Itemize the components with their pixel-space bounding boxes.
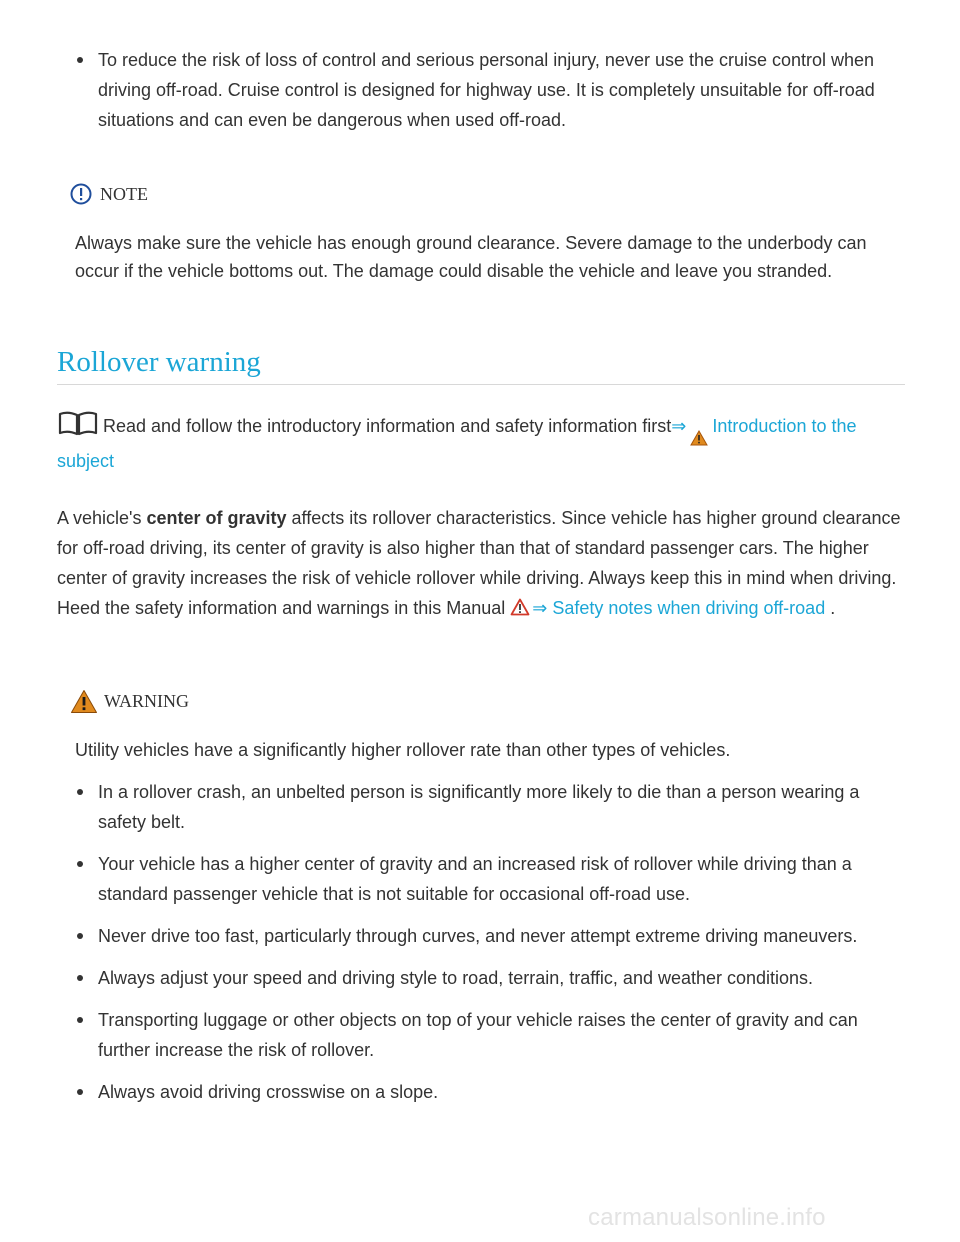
section-divider — [57, 384, 905, 385]
warning-intro-text: Utility vehicles have a significantly higher rollover rate than other types of vehicles. — [75, 740, 731, 760]
introduction-link[interactable]: Introduction to the subject — [57, 416, 857, 471]
note-callout-header — [70, 177, 148, 211]
list-item-text: In a rollover crash, an unbelted person is significantly more likely to die than a person wearing a safety belt. — [98, 782, 860, 832]
list-item — [98, 45, 888, 135]
list-item-text: Transporting luggage or other objects on top of your vehicle raises the center of gravity and can further increase the risk of rollover. — [98, 1010, 858, 1060]
bullet-dot — [77, 933, 83, 939]
list-item — [98, 1005, 898, 1065]
list-item-text: Your vehicle has a higher center of gravity and an increased risk of rollover while driving than a standard passenger vehicle that is not suitable for occasional off-road use. — [98, 854, 852, 904]
list-item-text: Never drive too fast, particularly through curves, and never attempt extreme driving maneuvers. — [98, 926, 858, 946]
list-item-text: Always avoid driving crosswise on a slope. — [98, 1082, 439, 1102]
cog-text-end: . — [825, 598, 836, 618]
warning-outline-triangle-icon — [510, 598, 530, 616]
watermark: carmanualsonline.info — [588, 1204, 826, 1231]
note-label: NOTE — [100, 183, 148, 204]
cog-text-post: affects its rollover characteristics. Since vehicle has higher ground clearance for off-road driving, its center of gravity is also higher than that of standard passenger cars. The higher center of gravity increases the risk of vehicle rollover while driving. Always keep this in mind when driving. Heed the safety information and warnings in this Manual — [57, 508, 901, 618]
bullet-dot — [77, 1089, 83, 1095]
intro-paragraph — [57, 410, 907, 477]
list-item — [98, 921, 898, 951]
bullet-dot — [77, 861, 83, 867]
warning-triangle-icon — [70, 689, 98, 714]
top-bullet-list — [98, 45, 888, 135]
intro-arrow: ⇒ — [671, 416, 687, 436]
cog-bold-term: center of gravity — [146, 508, 287, 528]
bullet-dot — [77, 975, 83, 981]
list-item-text: Always adjust your speed and driving style to road, terrain, traffic, and weather conditions. — [98, 968, 814, 988]
open-book-icon — [57, 410, 99, 436]
warning-triangle-icon — [690, 430, 708, 446]
center-of-gravity-paragraph — [57, 503, 917, 623]
list-item — [98, 777, 898, 837]
warning-label: WARNING — [104, 690, 189, 711]
note-text: Always make sure the vehicle has enough ground clearance. Severe damage to the underbody can occur if the vehicle bottoms out. The damage could disable the vehicle and leave you stranded. — [75, 233, 867, 281]
bullet-dot — [77, 1017, 83, 1023]
section-title: Rollover warning — [57, 346, 261, 378]
list-item — [98, 963, 898, 993]
safety-arrow: ⇒ — [532, 598, 548, 618]
list-item-text: To reduce the risk of loss of control and serious personal injury, never use the cruise control when driving off-road. Cruise control is designed for highway use. It is completely unsuitable for off-road situations and can even be dangerous when used off-road. — [98, 50, 875, 130]
cog-text-pre: A vehicle's — [57, 508, 147, 528]
bullet-dot — [77, 789, 83, 795]
list-item — [98, 849, 898, 909]
safety-notes-link[interactable]: Safety notes when driving off-road — [552, 598, 826, 618]
list-item — [98, 1077, 898, 1107]
exclamation-circle-icon — [70, 183, 92, 205]
intro-text: Read and follow the introductory information and safety information first — [103, 416, 672, 436]
warning-bullet-list — [98, 777, 898, 1119]
bullet-dot — [77, 57, 83, 63]
warning-callout-header — [70, 684, 189, 718]
